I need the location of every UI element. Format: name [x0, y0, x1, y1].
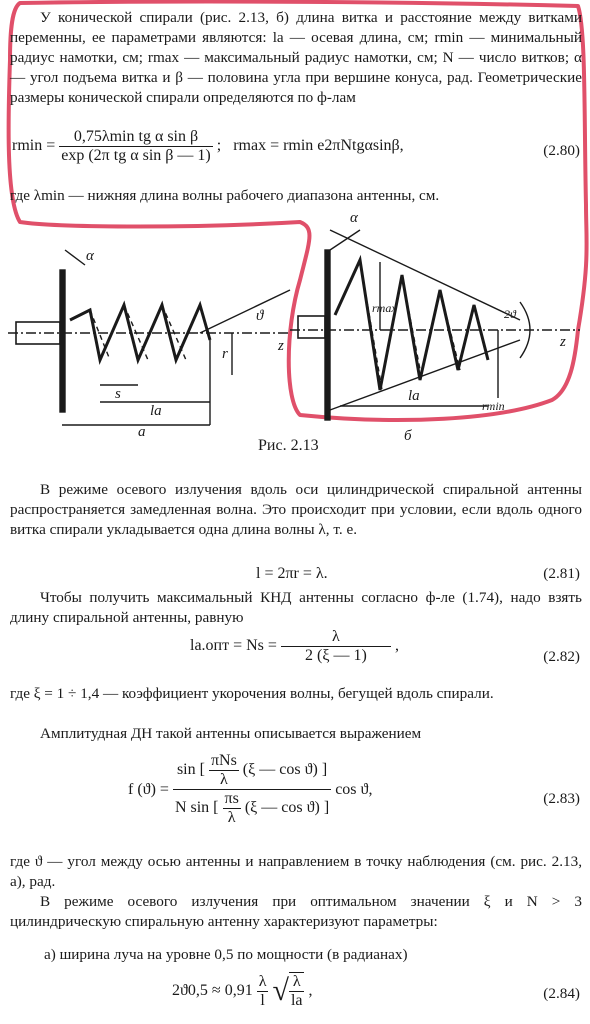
paragraph-beam-width: а) ширина луча на уровне 0,5 по мощности (в радианах) [44, 946, 408, 963]
formula-2-83-den-inner-denominator: λ [223, 808, 241, 827]
formula-2-82-tail: , [394, 637, 399, 655]
cone-line-top [330, 230, 520, 320]
formula-2-80-fraction [59, 128, 212, 165]
formula-2-83 [128, 752, 372, 827]
formula-2-83-numerator: sin [ $\frac{\text{πNs}}{\lambda}$ (ξ — cos ϑ) ] [176, 752, 328, 788]
formula-2-83-num-sin: sin [176, 761, 196, 779]
label-a: а [138, 424, 146, 440]
paragraph-lambda-min: где λmin — нижняя длина волны рабочего диапазона антенны, см. [10, 187, 440, 204]
formula-2-84-fraction-2-denominator: la [290, 992, 303, 1009]
formula-2-83-num-xi: (ξ — cos ϑ) [242, 761, 318, 779]
formula-2-82-denominator: 2 (ξ — 1) [281, 646, 391, 665]
formula-2-84-fraction-2 [289, 972, 305, 1010]
paragraph-amplitude-pattern: Амплитудная ДН такой антенны описывается выражением [40, 725, 422, 742]
alpha-marker-a [65, 250, 85, 265]
equation-number-2-81: (2.81) [543, 565, 580, 582]
formula-2-83-num-inner-denominator: λ [209, 770, 239, 789]
paragraph-max-knd: Чтобы получить максимальный КНД антенны согласно ф-ле (1.74), надо взять длину спиральной антенны, равную [10, 589, 582, 626]
paragraph-optimal-xi: В режиме осевого излучения при оптимальном значении ξ и N > 3 цилиндрическую спиральную антенну характеризуют параметры: [10, 893, 582, 930]
figure-2-13 [0, 210, 590, 450]
label-rmin: rmin [482, 399, 505, 413]
formula-2-82-fraction [281, 628, 391, 665]
feed-connector-b [298, 316, 325, 338]
formula-2-80-lhs: rmin = [12, 137, 56, 155]
formula-2-84 [172, 972, 312, 1010]
equation-number-2-80: (2.80) [543, 142, 580, 159]
formula-2-80 [12, 128, 404, 165]
formula-2-80-denominator: exp (2π tg α sin β — 1) [61, 147, 211, 164]
paragraph-theta-def: где ϑ — угол между осью антенны и направлением в точку наблюдения (см. рис. 2.13, а), рад. [10, 853, 582, 890]
label-b: б [404, 428, 412, 444]
label-theta-a: ϑ [256, 308, 264, 324]
theta-ray-a [200, 290, 290, 333]
formula-2-83-den-inner [223, 790, 241, 827]
formula-2-82 [190, 628, 399, 665]
paragraph-axial-mode: В режиме осевого излучения вдоль оси цилиндрической спиральной антенны распространяется замедленная волна. Это происходит при условии, если вдоль одного витка спирали укладывается одна длина волны λ, т. е. [10, 481, 582, 538]
formula-2-84-fraction-2-numerator: λ [292, 973, 301, 990]
formula-2-80-rmax: rmax = rmin e2πNtgαsinβ, [233, 137, 404, 155]
equation-number-2-84: (2.84) [543, 985, 580, 1002]
formula-2-84-fraction-1 [257, 973, 269, 1010]
formula-2-84-fraction-1-numerator: λ [258, 972, 267, 990]
formula-2-81: l = 2πr = λ. [256, 565, 328, 582]
equation-number-2-83: (2.83) [543, 790, 580, 807]
paragraph-conical-spiral: У конической спирали (рис. 2.13, б) длина витка и расстояние между витками переменны, ее параметрами являются: la — осевая длина, см; rmin — минимальный радиус намотки, см; rmax — максимальный радиус намотки, см; N — число витков; α — угол подъема витка и β — половина угла при вершине конуса, рад. Геометрические размеры конической спирали определяются по ф-лам [10, 9, 582, 106]
formula-2-83-tail: cos ϑ, [335, 780, 373, 798]
formula-2-83-den-xi: (ξ — cos ϑ) [244, 799, 320, 817]
helix-coil-b [335, 260, 488, 390]
formula-2-83-den-nsin: N sin [174, 799, 210, 817]
label-alpha-a: α [86, 248, 94, 264]
formula-2-80-numerator: 0,75λmin tg α sin β [73, 128, 199, 145]
sqrt-symbol: √ [272, 974, 289, 1007]
formula-2-84-lhs: 2ϑ0,5 ≈ 0,91 [172, 982, 253, 999]
formula-2-80-separator: ; [216, 137, 222, 155]
paragraph-xi: где ξ = 1 ÷ 1,4 — коэффициент укорочения волны, бегущей вдоль спирали. [10, 685, 494, 702]
formula-2-84-tail: , [308, 982, 313, 999]
formula-2-83-num-inner [209, 752, 239, 789]
formula-2-83-fraction [173, 752, 331, 827]
label-z-b: z [560, 334, 566, 350]
label-la-a: la [150, 403, 162, 419]
label-r: r [222, 346, 228, 362]
label-z-a: z [278, 338, 284, 354]
figure-caption: Рис. 2.13 [258, 437, 319, 454]
formula-2-84-fraction-1-denominator: l [257, 991, 269, 1010]
formula-2-82-numerator: λ [332, 628, 340, 645]
formula-2-83-lhs: f (ϑ) = [128, 780, 169, 798]
equation-number-2-82: (2.82) [543, 648, 580, 665]
formula-2-82-lhs: la.опт = Ns = [190, 637, 277, 655]
formula-2-83-num-inner-numerator: πNs [210, 752, 237, 769]
label-two-theta: 2ϑ [504, 307, 516, 321]
label-alpha-b: α [350, 210, 358, 226]
alpha-marker-b [330, 230, 360, 250]
label-s: s [115, 386, 121, 402]
label-rmax: rmax [372, 301, 397, 315]
formula-2-83-denominator: N sin [ $\frac{\pi s}{\lambda}$ (ξ — cos ϑ) ] [174, 790, 330, 826]
label-la-b: la [408, 388, 420, 404]
formula-2-83-den-inner-numerator: πs [224, 790, 239, 807]
